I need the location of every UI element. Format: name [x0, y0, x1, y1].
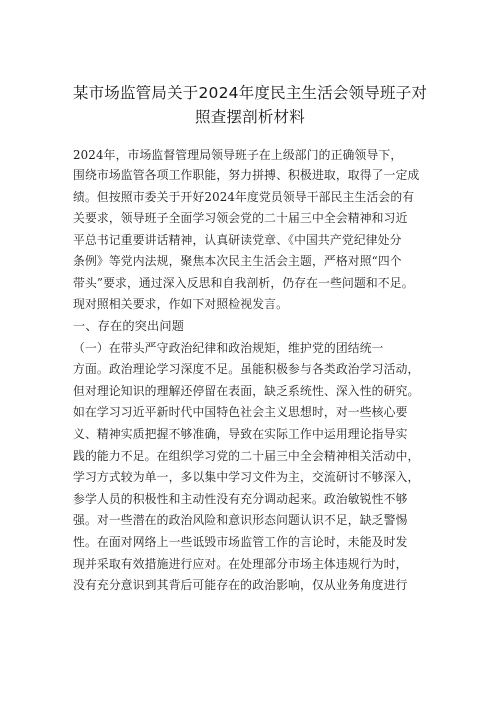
- paragraph-line: 关要求，领导班子全面学习领会党的二十届三中全会精神和习近: [73, 211, 408, 225]
- paragraph-line: 绩。但按照市委关于开好2024年度党员领导干部民主生活会的有: [73, 190, 415, 204]
- paragraph-line: 现并采取有效措施进行应对。在处理部分市场主体违规行为时，: [73, 557, 408, 571]
- subsection-line: （一）在带头严守政治纪律和政治规矩，维护党的团结统一: [73, 341, 384, 355]
- paragraph-line: 性。在面对网络上一些诋毁市场监管工作的言论时，未能及时发: [73, 535, 408, 549]
- paragraph-line: 平总书记重要讲话精神，认真研读党章、《中国共产党纪律处分: [73, 233, 402, 247]
- paragraph-line: 参学人员的积极性和主动性没有充分调动起来。政治敏锐性不够: [73, 492, 408, 506]
- paragraph-line: 条例》等党内法规，聚焦本次民主生活会主题，严格对照“四个: [73, 254, 402, 268]
- paragraph-line: 义、精神实质把握不够准确，导致在实际工作中运用理论指导实: [73, 427, 408, 441]
- paragraph-line: 但对理论知识的理解还停留在表面，缺乏系统性、深入性的研究。: [73, 384, 420, 398]
- paragraph-line: 围绕市场监管各项工作职能，努力拼搏、积极进取，取得了一定成: [73, 168, 420, 182]
- document-title-line-2: 照查摆剖析材料: [195, 108, 305, 126]
- paragraph-line: 现对照相关要求，作如下对照检视发言。: [73, 297, 289, 311]
- paragraph-line: 如在学习习近平新时代中国特色社会主义思想时，对一些核心要: [73, 405, 408, 419]
- paragraph-line: 2024年，市场监督管理局领导班子在上级部门的正确领导下，: [73, 148, 403, 162]
- paragraph-line: 没有充分意识到其背后可能存在的政治影响，仅从业务角度进行: [73, 578, 408, 592]
- paragraph-line: 方面。政治理论学习深度不足。虽能积极参与各类政治学习活动，: [73, 362, 420, 376]
- paragraph-line: 学习方式较为单一，多以集中学习文件为主，交流研讨不够深入，: [73, 470, 420, 484]
- section-heading: 一、存在的突出问题: [73, 319, 185, 333]
- paragraph-line: 践的能力不足。在组织学习党的二十届三中全会精神相关活动中，: [73, 449, 420, 463]
- paragraph-line: 带头”要求，通过深入反思和自我剖析，仍存在一些问题和不足。: [73, 276, 414, 290]
- paragraph-line: 强。对一些潜在的政治风险和意识形态问题认识不足，缺乏警惕: [73, 513, 408, 527]
- document-title-line-1: 某市场监管局关于2024年度民主生活会领导班子对: [72, 84, 428, 102]
